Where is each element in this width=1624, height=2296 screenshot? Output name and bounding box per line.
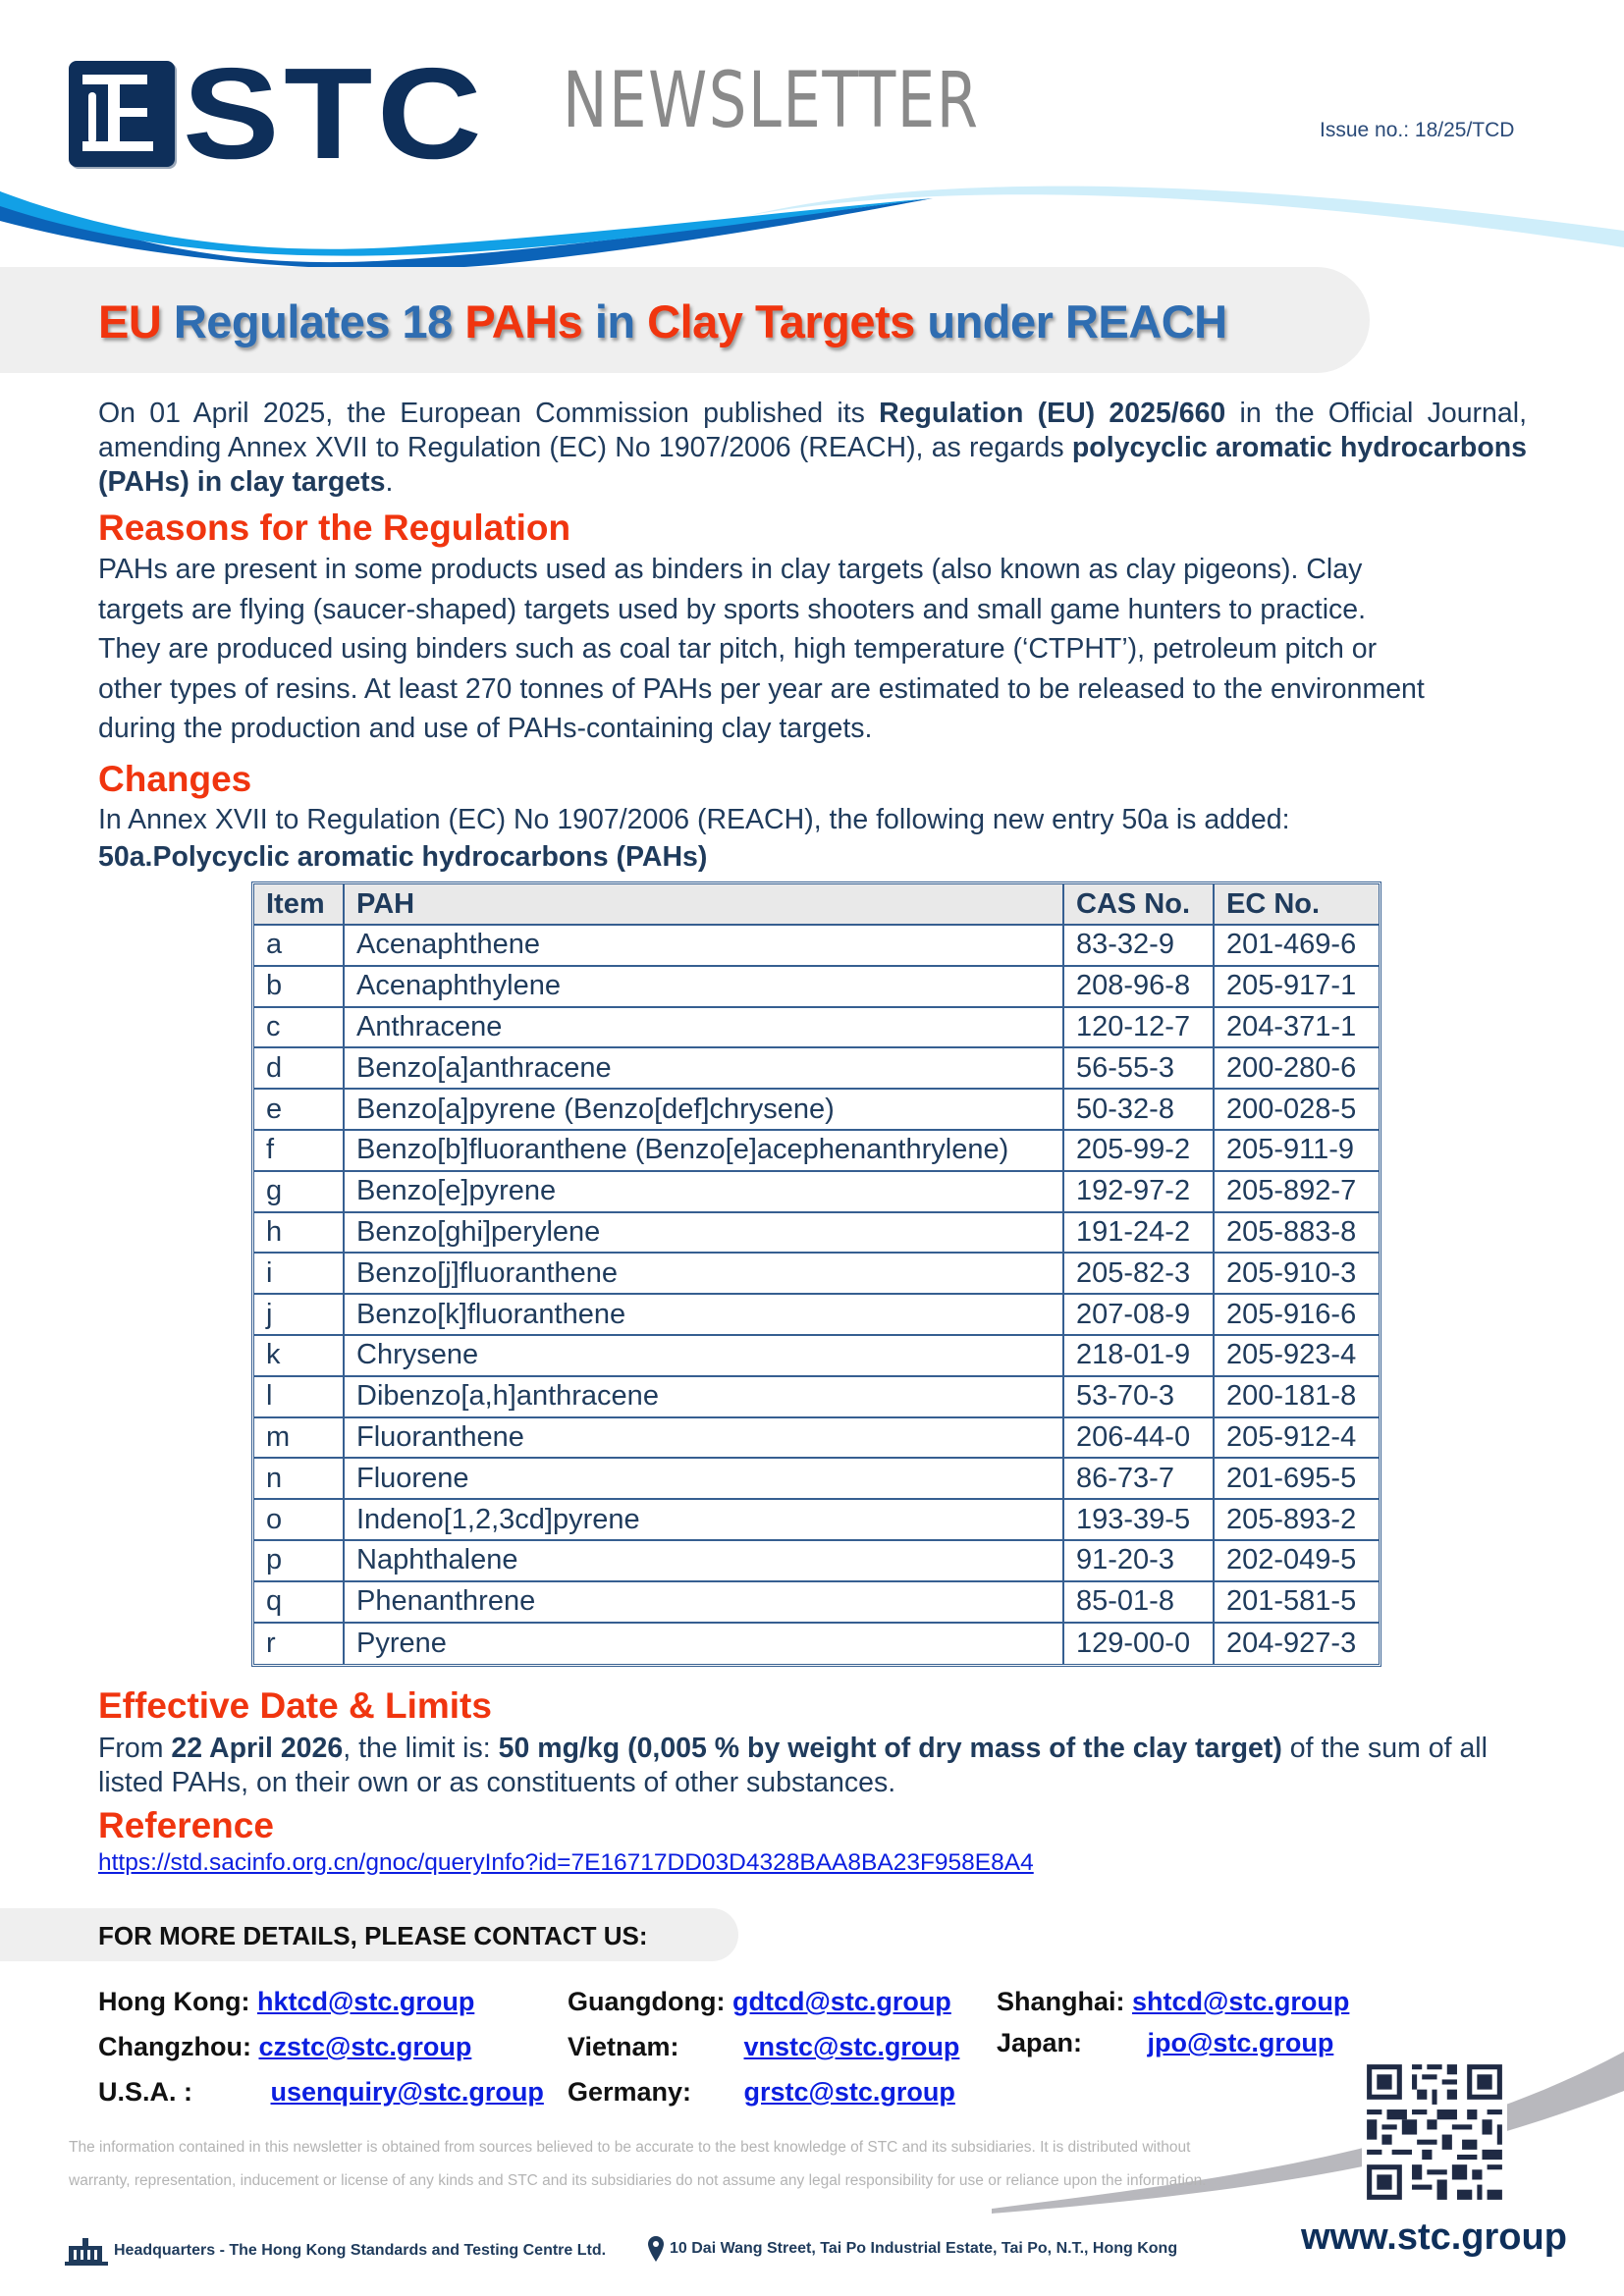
cell-item: b	[254, 967, 345, 1008]
cell-pah: Benzo[j]fluoranthene	[345, 1254, 1064, 1295]
title-part: in	[582, 295, 648, 347]
cell-item: d	[254, 1048, 345, 1090]
location-pin-icon	[648, 2236, 664, 2262]
col-header-cas: CAS No.	[1064, 884, 1215, 926]
regulation-number: Regulation (EU) 2025/660	[879, 398, 1226, 429]
table-row	[254, 1500, 1379, 1541]
cell-item: i	[254, 1254, 345, 1295]
cell-pah: Acenaphthene	[345, 926, 1064, 967]
cell-item: e	[254, 1090, 345, 1131]
table-row	[254, 1254, 1379, 1295]
limit-value: 50 mg/kg (0,005 % by weight of dry mass of the clay target)	[498, 1733, 1282, 1764]
cell-item: r	[254, 1624, 345, 1665]
col-header-pah: PAH	[345, 884, 1064, 926]
table-row	[254, 1131, 1379, 1172]
contact-label: U.S.A. :	[98, 2077, 193, 2107]
table-row	[254, 1377, 1379, 1418]
issue-number: Issue no.: 18/25/TCD	[1320, 119, 1515, 141]
intro-text: .	[385, 466, 394, 498]
title-part: PAHs	[464, 295, 583, 347]
cell-pah: Chrysene	[345, 1336, 1064, 1377]
cell-item: q	[254, 1582, 345, 1624]
cell-ec: 204-371-1	[1215, 1008, 1379, 1049]
page-title	[98, 294, 1227, 348]
cell-pah: Phenanthrene	[345, 1582, 1064, 1624]
cell-item: n	[254, 1459, 345, 1500]
cell-ec: 200-280-6	[1215, 1048, 1379, 1090]
cell-pah: Benzo[a]pyrene (Benzo[def]chrysene)	[345, 1090, 1064, 1131]
cell-cas: 53-70-3	[1064, 1377, 1215, 1418]
changes-section	[98, 758, 1527, 876]
reasons-line: They are produced using binders such as coal tar pitch, high temperature (‘CTPHT’), petroleum pitch or	[98, 633, 1378, 665]
email-link[interactable]: usenquiry@stc.group	[270, 2077, 544, 2107]
cell-item: m	[254, 1418, 345, 1460]
logo-wordmark: STC	[183, 41, 487, 186]
cell-item: g	[254, 1172, 345, 1213]
cell-item: c	[254, 1008, 345, 1049]
cell-pah: Fluorene	[345, 1459, 1064, 1500]
cell-cas: 192-97-2	[1064, 1172, 1215, 1213]
cell-cas: 207-08-9	[1064, 1295, 1215, 1336]
header-wave-decoration	[0, 177, 1624, 275]
intro-paragraph	[98, 397, 1527, 500]
changes-text: In Annex XVII to Regulation (EC) No 1907/2006 (REACH), the following new entry 50a is added:	[98, 804, 1290, 835]
email-link[interactable]: gdtcd@stc.group	[731, 1987, 951, 2016]
address-text: 10 Dai Wang Street, Tai Po Industrial Estate, Tai Po, N.T., Hong Kong	[670, 2240, 1178, 2257]
cell-cas: 83-32-9	[1064, 926, 1215, 967]
table-row	[254, 1048, 1379, 1090]
cell-cas: 205-82-3	[1064, 1254, 1215, 1295]
headquarters-text: Headquarters - The Hong Kong Standards and Testing Centre Ltd.	[114, 2242, 607, 2259]
cell-item: h	[254, 1213, 345, 1255]
cell-cas: 86-73-7	[1064, 1459, 1215, 1500]
table-row	[254, 1541, 1379, 1582]
contact-guangdong	[568, 1987, 951, 2017]
contact-label: Germany:	[568, 2077, 692, 2107]
cell-ec: 201-581-5	[1215, 1582, 1379, 1624]
newsletter-label: NEWSLETTER	[563, 57, 980, 145]
title-part: EU	[98, 295, 162, 347]
cell-ec: 201-695-5	[1215, 1459, 1379, 1500]
entry-title: 50a.Polycyclic aromatic hydrocarbons (PAHs)	[98, 841, 708, 873]
cell-cas: 206-44-0	[1064, 1418, 1215, 1460]
contact-shanghai	[997, 1987, 1349, 2017]
cell-pah: Pyrene	[345, 1624, 1064, 1665]
cell-item: j	[254, 1295, 345, 1336]
cell-pah: Dibenzo[a,h]anthracene	[345, 1377, 1064, 1418]
table-row	[254, 1418, 1379, 1460]
footer-address	[648, 2236, 1177, 2262]
reasons-line: PAHs are present in some products used as binders in clay targets (also known as clay pigeons). Clay	[98, 554, 1363, 585]
email-link[interactable]: jpo@stc.group	[1147, 2028, 1334, 2057]
contact-label: Hong Kong:	[98, 1987, 250, 2016]
cell-item: f	[254, 1131, 345, 1172]
cell-pah: Acenaphthylene	[345, 967, 1064, 1008]
reasons-line: other types of resins. At least 270 tonnes of PAHs per year are estimated to be released to the environment	[98, 672, 1425, 705]
table-row	[254, 1172, 1379, 1213]
contact-label: Vietnam:	[568, 2032, 679, 2061]
cell-ec: 205-883-8	[1215, 1213, 1379, 1255]
title-part: Regulates 18	[161, 295, 465, 347]
title-part: Clay Targets	[647, 295, 915, 347]
table-row	[254, 1624, 1379, 1665]
disclaimer-line: warranty, representation, inducement or license of any kinds and STC and its subsidiaries do not assume any legal responsibility for use or reliance upon the information.	[69, 2172, 1207, 2189]
reference-link[interactable]: https://std.sacinfo.org.cn/gnoc/queryInfo?id=7E16717DD03D4328BAA8BA23F958E8A4	[98, 1849, 1034, 1876]
cell-cas: 205-99-2	[1064, 1131, 1215, 1172]
cell-pah: Benzo[b]fluoranthene (Benzo[e]acephenanthrylene)	[345, 1131, 1064, 1172]
cell-ec: 205-910-3	[1215, 1254, 1379, 1295]
cell-item: l	[254, 1377, 345, 1418]
cell-ec: 204-927-3	[1226, 1627, 1357, 1659]
email-link[interactable]: grstc@stc.group	[743, 2077, 955, 2107]
cell-pah: Benzo[a]anthracene	[345, 1048, 1064, 1090]
cell-pah: Naphthalene	[345, 1541, 1064, 1582]
cell-cas: 56-55-3	[1064, 1048, 1215, 1090]
building-icon	[65, 2236, 108, 2266]
intro-text: in the Official Journal, amending Annex XVII to Regulation (EC) No 1907/2006 (REACH), as regards	[98, 398, 1527, 463]
cell-item: p	[254, 1541, 345, 1582]
contact-label: Changzhou:	[98, 2032, 251, 2061]
cell-ec: 201-469-6	[1215, 926, 1379, 967]
cell-cas: 120-12-7	[1064, 1008, 1215, 1049]
email-link[interactable]: hktcd@stc.group	[256, 1987, 475, 2016]
cell-cas: 208-96-8	[1064, 967, 1215, 1008]
cell-cas: 85-01-8	[1064, 1582, 1215, 1624]
reference-heading: Reference	[98, 1805, 274, 1845]
cell-cas: 91-20-3	[1064, 1541, 1215, 1582]
table-row	[254, 926, 1379, 967]
reasons-line: during the production and use of PAHs-containing clay targets.	[98, 713, 873, 744]
effective-paragraph	[98, 1732, 1527, 1800]
cell-item: o	[254, 1500, 345, 1541]
effective-text: , the limit is:	[343, 1733, 499, 1764]
cell-ec: 202-049-5	[1215, 1541, 1379, 1582]
email-link[interactable]: czstc@stc.group	[258, 2032, 472, 2061]
reasons-paragraph	[98, 550, 1527, 749]
table-row	[254, 1213, 1379, 1255]
col-header-ec: EC No.	[1215, 884, 1379, 926]
cell-ec: 205-912-4	[1215, 1418, 1379, 1460]
contact-label: Shanghai:	[997, 1987, 1125, 2016]
cell-pah: Fluoranthene	[345, 1418, 1064, 1460]
cell-pah: Benzo[ghi]perylene	[345, 1213, 1064, 1255]
cell-ec: 205-916-6	[1215, 1295, 1379, 1336]
cell-cas: 129-00-0	[1064, 1624, 1215, 1665]
qr-code-icon[interactable]	[1362, 2059, 1507, 2205]
disclaimer	[69, 2131, 1296, 2198]
stc-emblem-icon	[69, 61, 175, 167]
intro-text: On 01 April 2025, the European Commission published its	[98, 398, 880, 429]
effective-text: of the sum of all listed PAHs, on their own or as constituents of other substances.	[98, 1733, 1488, 1798]
changes-heading: Changes	[98, 759, 252, 799]
cell-item: k	[254, 1336, 345, 1377]
contact-hong-kong	[98, 1987, 474, 2017]
reasons-heading: Reasons for the Regulation	[98, 507, 571, 548]
website-link[interactable]: www.stc.group	[1301, 2216, 1567, 2258]
reasons-section	[98, 507, 1527, 749]
stc-logo	[69, 41, 487, 186]
effective-date: 22 April 2026	[171, 1733, 344, 1764]
table-row	[254, 1295, 1379, 1336]
cell-cas: 193-39-5	[1064, 1500, 1215, 1541]
cell-ec: 200-181-8	[1215, 1377, 1379, 1418]
table-row	[254, 1336, 1379, 1377]
effective-section	[98, 1684, 1527, 1800]
reasons-line: targets are flying (saucer-shaped) targets used by sports shooters and small game hunters to practice.	[98, 593, 1367, 625]
cell-ec: 205-892-7	[1215, 1172, 1379, 1213]
table-row	[254, 1582, 1379, 1624]
effective-text: From	[98, 1733, 172, 1764]
title-part: under REACH	[914, 295, 1227, 347]
subject-highlight: polycyclic aromatic hydrocarbons (PAHs) in clay targets	[98, 432, 1528, 498]
cell-item: a	[254, 926, 345, 967]
table-row	[254, 1008, 1379, 1049]
effective-heading: Effective Date & Limits	[98, 1685, 492, 1726]
cell-ec: 205-917-1	[1215, 967, 1379, 1008]
table-header-row	[254, 884, 1379, 926]
cell-ec: 205-893-2	[1215, 1500, 1379, 1541]
table-row	[254, 1090, 1379, 1131]
intro-section	[98, 397, 1527, 500]
cell-cas: 218-01-9	[1064, 1336, 1215, 1377]
reference-section	[98, 1804, 1527, 1877]
cell-pah: Indeno[1,2,3cd]pyrene	[345, 1500, 1064, 1541]
cell-cas: 50-32-8	[1064, 1090, 1215, 1131]
email-link[interactable]: vnstc@stc.group	[743, 2032, 960, 2061]
cell-ec: 200-028-5	[1215, 1090, 1379, 1131]
cell-pah: Benzo[k]fluoranthene	[345, 1295, 1064, 1336]
cell-pah: Benzo[e]pyrene	[345, 1172, 1064, 1213]
contact-title: FOR MORE DETAILS, PLEASE CONTACT US:	[98, 1921, 648, 1950]
disclaimer-line: The information contained in this newsletter is obtained from sources believed to be accurate to the best knowledge of STC and its subsidiaries. It is distributed without	[69, 2139, 1191, 2156]
cell-pah: Anthracene	[345, 1008, 1064, 1049]
table-row	[254, 967, 1379, 1008]
contact-label: Guangdong:	[568, 1987, 726, 2016]
cell-cas: 191-24-2	[1064, 1213, 1215, 1255]
cell-ec: 205-911-9	[1215, 1131, 1379, 1172]
cell-ec: 205-923-4	[1215, 1336, 1379, 1377]
footer-headquarters	[65, 2236, 606, 2266]
contact-label: Japan:	[997, 2028, 1083, 2057]
pah-table	[251, 881, 1381, 1667]
email-link[interactable]: shtcd@stc.group	[1132, 1987, 1350, 2016]
table-row	[254, 1459, 1379, 1500]
col-header-item: Item	[254, 884, 345, 926]
